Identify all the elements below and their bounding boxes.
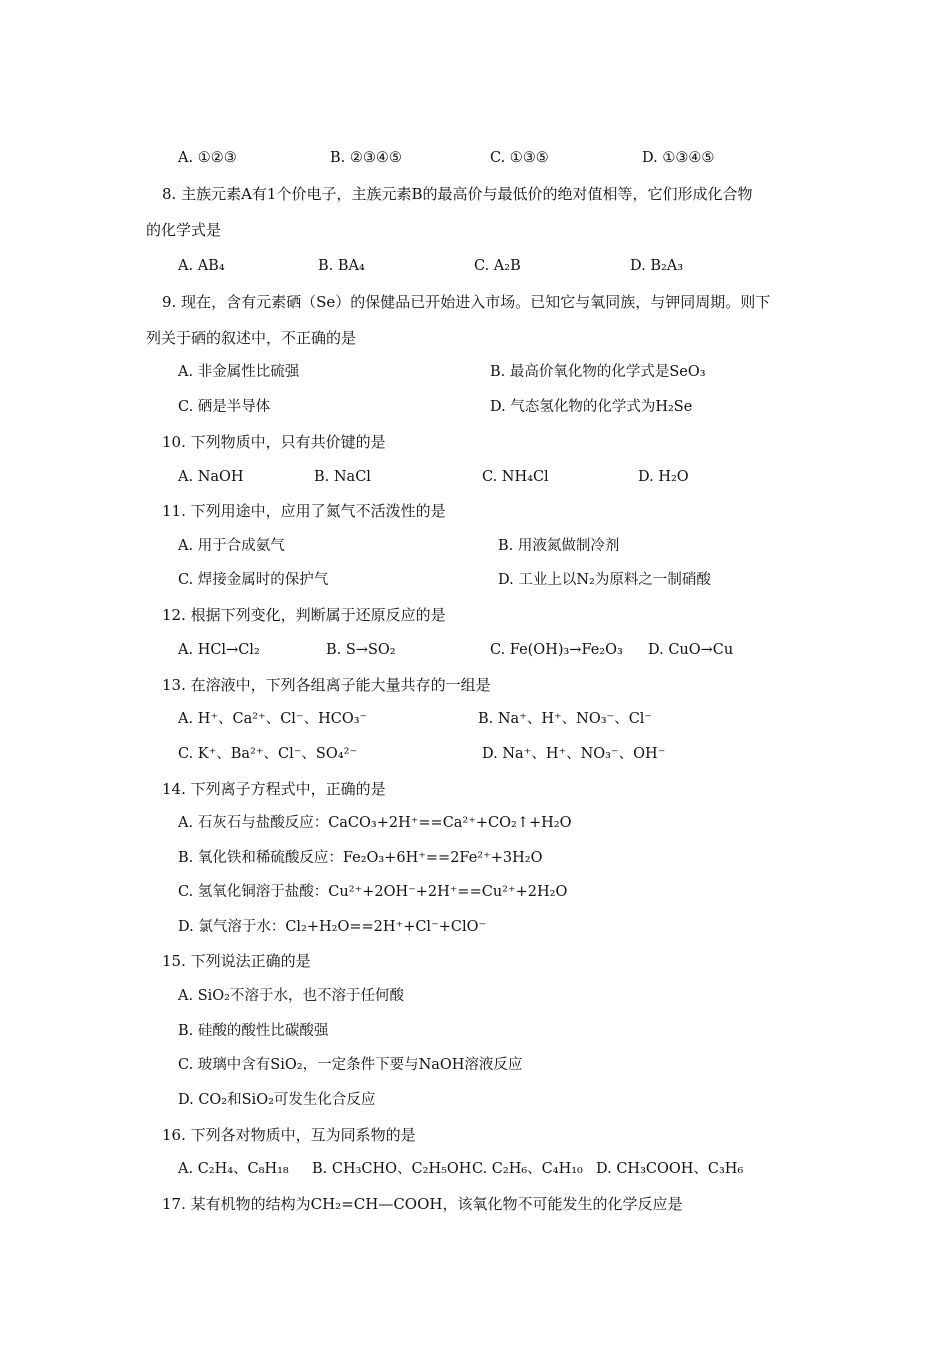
q9-option-a: A. 非金属性比硫强 [178,364,300,380]
q16-option-c: C. C₂H₆、C₄H₁₀ [472,1161,583,1177]
q14-option-c: C. 氢氧化铜溶于盐酸：Cu²⁺+2OH⁻+2H⁺==Cu²⁺+2H₂O [178,884,568,900]
q8-option-b: B. BA₄ [318,258,365,274]
q15-option-d: D. CO₂和SiO₂可发生化合反应 [178,1092,376,1108]
q16-option-d: D. CH₃COOH、C₃H₆ [596,1161,744,1177]
q13-option-c: C. K⁺、Ba²⁺、Cl⁻、SO₄²⁻ [178,746,358,762]
q9-option-c: C. 硒是半导体 [178,399,271,415]
q16-stem: 16. 下列各对物质中，互为同系物的是 [162,1126,416,1144]
q10-option-c: C. NH₄Cl [482,469,549,485]
q7-option-d: D. ①③④⑤ [642,150,715,166]
q7-option-b: B. ②③④⑤ [330,150,402,166]
q15-option-c: C. 玻璃中含有SiO₂，一定条件下要与NaOH溶液反应 [178,1057,523,1073]
q16-option-a: A. C₂H₄、C₈H₁₈ [178,1161,289,1177]
q13-option-a: A. H⁺、Ca²⁺、Cl⁻、HCO₃⁻ [178,711,368,727]
q14-stem: 14. 下列离子方程式中，正确的是 [162,780,386,798]
q9-stem-line2: 列关于硒的叙述中，不正确的是 [146,329,357,347]
q15-option-a: A. SiO₂不溶于水，也不溶于任何酸 [178,988,404,1004]
q12-option-b: B. S→SO₂ [326,642,396,658]
q16-option-b: B. CH₃CHO、C₂H₅OH [312,1161,472,1177]
q13-stem: 13. 在溶液中，下列各组离子能大量共存的一组是 [162,676,491,694]
q9-option-d: D. 气态氢化物的化学式为H₂Se [490,399,693,415]
q9-option-b: B. 最高价氧化物的化学式是SeO₃ [490,364,706,380]
q7-option-a: A. ①②③ [178,150,237,166]
q11-option-b: B. 用液氮做制冷剂 [498,538,620,554]
q12-option-a: A. HCl→Cl₂ [178,642,260,658]
q10-stem: 10. 下列物质中，只有共价键的是 [162,433,386,451]
q10-option-b: B. NaCl [314,469,371,485]
q11-option-c: C. 焊接金属时的保护气 [178,572,329,588]
q8-option-c: C. A₂B [474,258,521,274]
q14-option-b: B. 氧化铁和稀硫酸反应：Fe₂O₃+6H⁺==2Fe²⁺+3H₂O [178,850,543,866]
q13-option-b: B. Na⁺、H⁺、NO₃⁻、Cl⁻ [478,711,653,727]
q8-option-d: D. B₂A₃ [630,258,684,274]
q11-stem: 11. 下列用途中，应用了氮气不活泼性的是 [162,502,446,520]
q12-stem: 12. 根据下列变化，判断属于还原反应的是 [162,606,446,624]
q8-option-a: A. AB₄ [178,258,225,274]
q7-option-c: C. ①③⑤ [490,150,549,166]
q9-stem-line1: 9. 现在，含有元素硒（Se）的保健品已开始进入市场。已知它与氧同族，与钾同周期。则下 [162,293,771,311]
q14-option-d: D. 氯气溶于水：Cl₂+H₂O==2H⁺+Cl⁻+ClO⁻ [178,919,487,935]
q8-stem-line1: 8. 主族元素A有1个价电子，主族元素B的最高价与最低价的绝对值相等，它们形成化合物 [162,185,753,203]
q13-option-d: D. Na⁺、H⁺、NO₃⁻、OH⁻ [482,746,666,762]
q8-stem-line2: 的化学式是 [146,221,222,239]
q10-option-d: D. H₂O [638,469,689,485]
q12-option-d: D. CuO→Cu [648,642,734,658]
q17-stem: 17. 某有机物的结构为CH₂=CH—COOH，该氧化物不可能发生的化学反应是 [162,1195,683,1213]
q11-option-a: A. 用于合成氨气 [178,538,285,554]
q14-option-a: A. 石灰石与盐酸反应：CaCO₃+2H⁺==Ca²⁺+CO₂↑+H₂O [178,815,572,831]
q15-stem: 15. 下列说法正确的是 [162,952,311,970]
q11-option-d: D. 工业上以N₂为原料之一制硝酸 [498,572,711,588]
q12-option-c: C. Fe(OH)₃→Fe₂O₃ [490,642,623,658]
q10-option-a: A. NaOH [178,469,244,485]
q15-option-b: B. 硅酸的酸性比碳酸强 [178,1023,329,1039]
